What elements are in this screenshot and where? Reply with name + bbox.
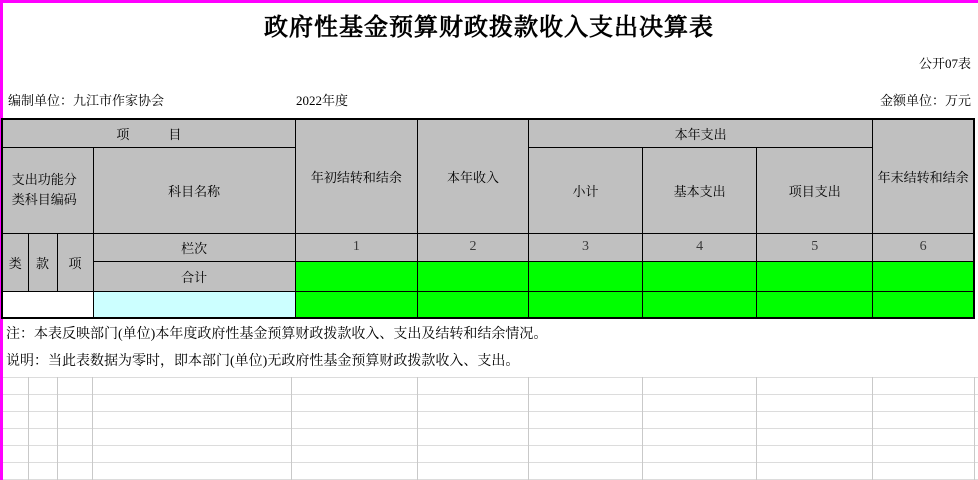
gridline-vertical — [756, 377, 757, 480]
gridline-vertical — [28, 377, 29, 480]
note-line-1: 注：本表反映部门(单位)本年度政府性基金预算财政拨款收入、支出及结转和结余情况。 — [6, 327, 548, 342]
gridline-vertical — [417, 377, 418, 480]
detail-row — [2, 291, 974, 318]
total-row — [2, 261, 974, 291]
header-expense-function-code — [2, 147, 93, 233]
column-number-4: 4 — [643, 233, 757, 261]
detail-code-cell[interactable] — [2, 291, 93, 318]
detail-cell-1[interactable] — [295, 291, 417, 318]
table-code-label: 公开07表 — [918, 56, 971, 71]
detail-cell-3[interactable] — [529, 291, 643, 318]
detail-name-cell[interactable] — [93, 291, 295, 318]
gridline-vertical — [92, 377, 93, 480]
expense-function-code-text: 支出功能分类科目编码 — [11, 171, 77, 207]
total-row-label: 合计 — [93, 261, 295, 291]
header-basic-expense: 基本支出 — [643, 147, 757, 233]
prepared-by-label: 编制单位：九江市作家协会 — [8, 93, 165, 108]
fiscal-year-label: 2022年度 — [296, 93, 349, 108]
header-current-year-income: 本年收入 — [417, 119, 528, 233]
detail-cell-4[interactable] — [643, 291, 757, 318]
gridline-vertical — [291, 377, 292, 480]
column-number-2: 2 — [417, 233, 528, 261]
column-number-6: 6 — [873, 233, 974, 261]
header-subject-name: 科目名称 — [93, 147, 295, 233]
meta-row — [0, 90, 978, 106]
header-project-group: 项 目 — [2, 119, 295, 147]
total-cell-2[interactable] — [417, 261, 528, 291]
header-section: 款 — [28, 233, 57, 291]
header-beginning-balance: 年初结转和结余 — [295, 119, 417, 233]
detail-cell-6[interactable] — [873, 291, 974, 318]
total-cell-4[interactable] — [643, 261, 757, 291]
total-cell-5[interactable] — [757, 261, 873, 291]
header-current-year-expense: 本年支出 — [529, 119, 873, 147]
gridline-vertical — [642, 377, 643, 480]
gridline-vertical — [872, 377, 873, 480]
header-project-expense: 项目支出 — [757, 147, 873, 233]
budget-table — [1, 118, 975, 319]
header-category: 类 — [2, 233, 28, 291]
note-line-2: 说明：当此表数据为零时，即本部门(单位)无政府性基金预算财政拨款收入、支出。 — [6, 354, 520, 369]
column-number-1: 1 — [295, 233, 417, 261]
page-title: 政府性基金预算财政拨款收入支出决算表 — [264, 15, 714, 41]
header-subtotal: 小计 — [529, 147, 643, 233]
header-column-index: 栏次 — [93, 233, 295, 261]
gridline-vertical — [57, 377, 58, 480]
amount-unit-label: 金额单位：万元 — [879, 93, 971, 108]
total-cell-3[interactable] — [529, 261, 643, 291]
total-cell-1[interactable] — [295, 261, 417, 291]
column-number-3: 3 — [529, 233, 643, 261]
detail-cell-5[interactable] — [757, 291, 873, 318]
total-cell-6[interactable] — [873, 261, 974, 291]
header-ending-balance: 年末结转和结余 — [873, 119, 974, 233]
gridline-vertical — [974, 377, 975, 480]
column-number-5: 5 — [757, 233, 873, 261]
gridline-vertical — [528, 377, 529, 480]
page-frame-top-border — [0, 0, 978, 3]
header-item: 项 — [57, 233, 93, 291]
empty-grid-area — [0, 377, 978, 480]
detail-cell-2[interactable] — [417, 291, 528, 318]
